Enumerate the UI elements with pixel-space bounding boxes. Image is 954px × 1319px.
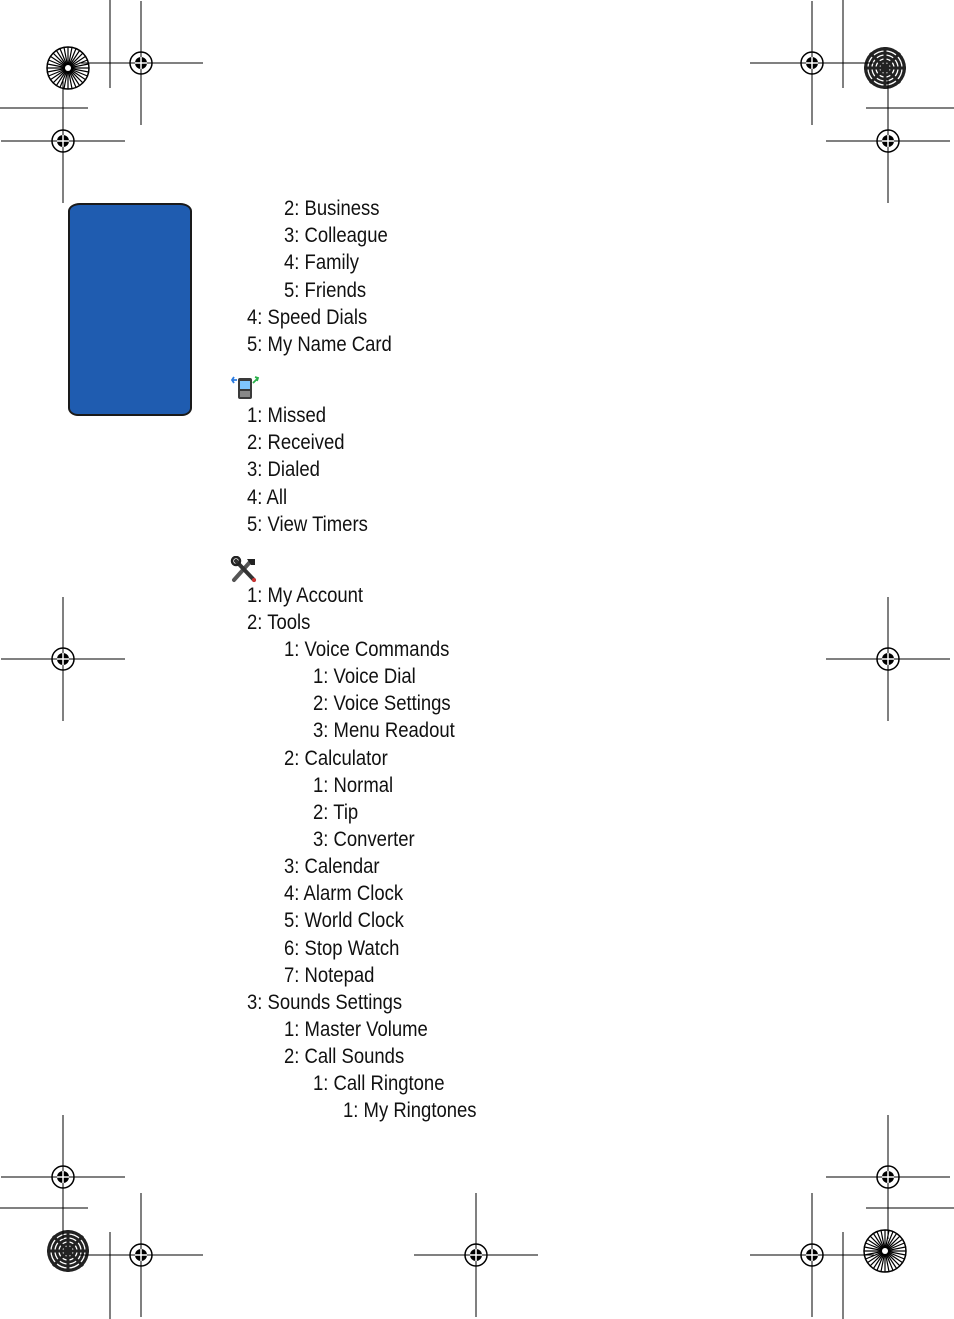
menu-item: 2: Business (284, 197, 380, 220)
menu-item: 1: My Account (247, 584, 364, 607)
menu-item: 2: Voice Settings (313, 692, 451, 715)
menu-item: 3: Colleague (284, 224, 388, 247)
section-side-tab (68, 203, 192, 416)
menu-item: 1: Missed (247, 404, 327, 427)
menu-item: 3: Menu Readout (313, 719, 455, 742)
recent-calls-icon (230, 374, 260, 404)
menu-item: 5: View Timers (247, 513, 368, 536)
menu-item: 5: Friends (284, 279, 367, 302)
menu-item: 6: Stop Watch (284, 937, 400, 960)
menu-item: 3: Converter (313, 828, 415, 851)
menu-item: 7: Notepad (284, 964, 375, 987)
menu-item: 4: Family (284, 251, 359, 274)
menu-item: 2: Calculator (284, 747, 388, 770)
tools-icon (230, 556, 260, 584)
menu-item: 2: Call Sounds (284, 1045, 405, 1068)
menu-item: 1: Voice Dial (313, 665, 416, 688)
menu-item: 2: Tools (247, 611, 311, 634)
menu-item: 3: Dialed (247, 458, 320, 481)
menu-item: 1: Call Ringtone (313, 1072, 445, 1095)
menu-item: 3: Sounds Settings (247, 991, 403, 1014)
menu-item: 3: Calendar (284, 855, 380, 878)
menu-item: 2: Tip (313, 801, 359, 824)
menu-item: 1: Master Volume (284, 1018, 428, 1041)
menu-item: 5: My Name Card (247, 333, 392, 356)
menu-item: 5: World Clock (284, 909, 404, 932)
menu-item: 2: Received (247, 431, 345, 454)
menu-item: 4: Alarm Clock (284, 882, 404, 905)
menu-item: 1: Voice Commands (284, 638, 450, 661)
menu-item: 4: All (247, 486, 288, 509)
menu-item: 1: My Ringtones (343, 1099, 477, 1122)
menu-item: 4: Speed Dials (247, 306, 368, 329)
menu-item: 1: Normal (313, 774, 394, 797)
